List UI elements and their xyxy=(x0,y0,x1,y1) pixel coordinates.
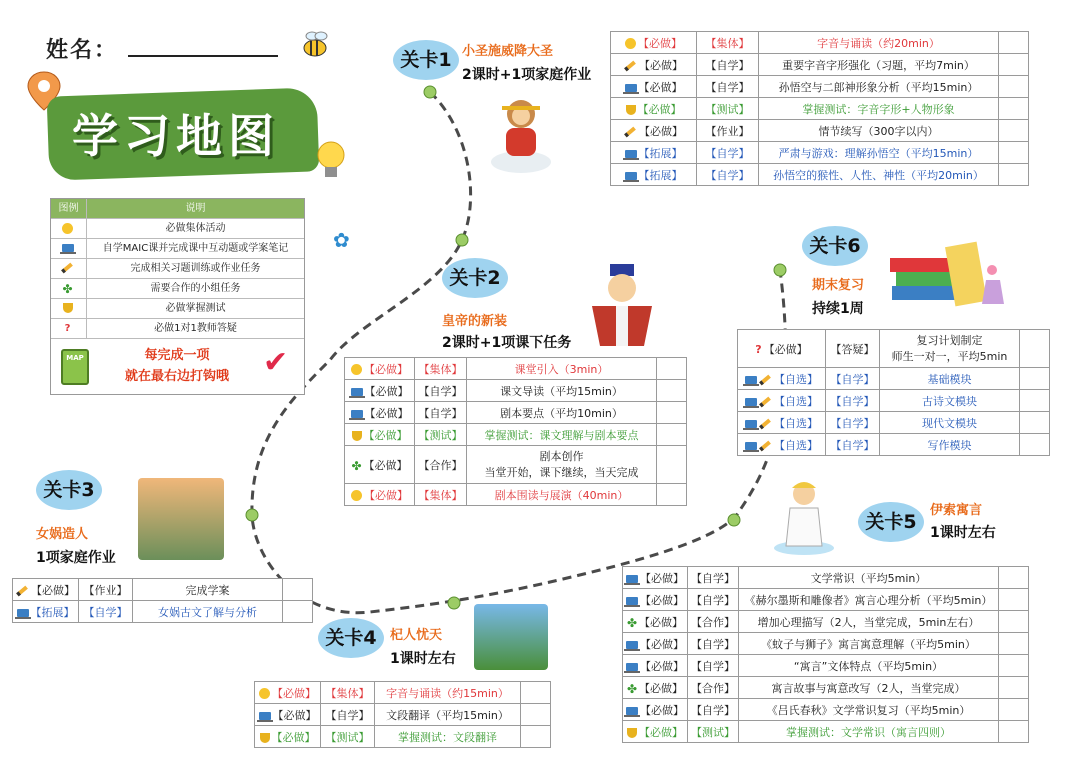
checkbox-cell[interactable] xyxy=(283,579,313,601)
task-type: 【必做】 xyxy=(611,98,697,120)
checkbox-cell[interactable] xyxy=(999,567,1029,589)
laptop-icon xyxy=(626,707,638,715)
laptop-icon xyxy=(62,244,74,252)
task-type: 【自选】 xyxy=(738,412,826,434)
task-type: 【必做】 xyxy=(623,589,688,611)
pencil-icon xyxy=(624,60,636,71)
laptop-icon xyxy=(626,575,638,583)
task-type: 【拓展】 xyxy=(611,164,697,186)
task-mode: 【测试】 xyxy=(697,98,759,120)
task-row xyxy=(13,579,313,601)
level-2-badge: 关卡2 xyxy=(442,258,508,298)
legend-text: 必做集体活动 xyxy=(165,223,226,234)
task-row xyxy=(738,434,1050,456)
task-row xyxy=(345,484,687,506)
checkbox-cell[interactable] xyxy=(999,699,1029,721)
task-row xyxy=(623,589,1029,611)
task-row xyxy=(738,390,1050,412)
task-type: 【必做】 xyxy=(611,54,697,76)
legend-row xyxy=(51,218,304,238)
task-type: 【自选】 xyxy=(738,390,826,412)
task-desc: 课文导读（平均15min） xyxy=(467,380,657,402)
legend-text: 完成相关习题训练或作业任务 xyxy=(130,263,261,274)
legend-col-icon: 图例 xyxy=(51,199,87,218)
task-desc: 重要字音字形强化（习题，平均7min） xyxy=(759,54,999,76)
task-row xyxy=(623,611,1029,633)
task-mode: 【测试】 xyxy=(688,721,739,743)
task-desc: 剧本围读与展演（40min） xyxy=(467,484,657,506)
checkbox-cell[interactable] xyxy=(999,655,1029,677)
smile-icon xyxy=(62,223,73,234)
task-row xyxy=(738,330,1050,368)
clover-icon: ✤ xyxy=(626,615,638,630)
task-desc: 字音与诵读（约15min） xyxy=(375,682,521,704)
checkbox-cell[interactable] xyxy=(999,721,1029,743)
task-type: 【必做】 xyxy=(623,567,688,589)
legend-text: 必做掌握测试 xyxy=(165,303,226,314)
laptop-icon xyxy=(745,376,757,384)
task-type: 【自选】 xyxy=(738,368,826,390)
instruction-line1: 每完成一项 xyxy=(144,348,210,363)
task-desc: 严肃与游戏：理解孙悟空（平均15min） xyxy=(759,142,999,164)
task-desc: 剧本创作 当堂开始，课下继续，当天完成 xyxy=(467,446,657,484)
level-3-sub: 1项家庭作业 xyxy=(36,550,116,566)
task-type: ? 【必做】 xyxy=(738,330,826,368)
pencil-icon xyxy=(759,396,771,407)
checkbox-cell[interactable] xyxy=(657,484,687,506)
level-6-name: 期末复习 xyxy=(812,278,865,293)
task-type: 【必做】 xyxy=(623,721,688,743)
lightbulb-icon xyxy=(316,140,346,184)
bee-icon xyxy=(298,28,332,62)
flower-icon: ✿ xyxy=(333,228,350,252)
task-mode: 【自学】 xyxy=(321,704,375,726)
checkbox-cell[interactable] xyxy=(999,677,1029,699)
level-6-badge: 关卡6 xyxy=(802,226,868,266)
task-desc: “寓言”文体特点（平均5min） xyxy=(739,655,999,677)
map-icon: MAP xyxy=(61,349,89,385)
task-mode: 【自学】 xyxy=(688,699,739,721)
task-row xyxy=(738,412,1050,434)
legend-box xyxy=(50,198,305,395)
task-row xyxy=(611,76,1029,98)
level-1-sub: 2课时+1项家庭作业 xyxy=(462,67,592,83)
books-illustration xyxy=(888,240,1008,308)
emperor-illustration xyxy=(582,262,662,348)
task-row xyxy=(623,655,1029,677)
checkbox-cell[interactable] xyxy=(1020,412,1050,434)
nuwa-illustration xyxy=(138,478,224,560)
checkbox-cell[interactable] xyxy=(999,633,1029,655)
level-2-task-table xyxy=(344,357,687,506)
task-type: 【拓展】 xyxy=(13,601,79,623)
task-mode: 【答疑】 xyxy=(826,330,880,368)
trophy-icon xyxy=(63,303,73,313)
level-4-badge: 关卡4 xyxy=(318,618,384,658)
level-5-task-table xyxy=(622,566,1029,743)
laptop-icon xyxy=(625,84,637,92)
checkbox-cell[interactable] xyxy=(999,98,1029,120)
checkbox-cell[interactable] xyxy=(1020,368,1050,390)
task-type: ✤ 【必做】 xyxy=(345,446,415,484)
task-mode: 【自学】 xyxy=(697,76,759,98)
laptop-icon xyxy=(626,597,638,605)
task-mode: 【自学】 xyxy=(688,589,739,611)
task-mode: 【集体】 xyxy=(321,682,375,704)
aesop-illustration xyxy=(772,476,836,556)
level-6-sub: 持续1周 xyxy=(812,301,864,317)
checkmark-icon: ✔ xyxy=(263,345,289,380)
checkbox-cell[interactable] xyxy=(999,164,1029,186)
pencil-icon xyxy=(624,126,636,137)
task-mode: 【自学】 xyxy=(697,164,759,186)
checkbox-cell[interactable] xyxy=(999,120,1029,142)
task-row xyxy=(738,368,1050,390)
task-type: ✤ 【必做】 xyxy=(623,677,688,699)
trophy-icon xyxy=(627,728,637,738)
laptop-icon xyxy=(745,442,757,450)
smile-icon xyxy=(351,364,362,375)
level-5-name: 伊索寓言 xyxy=(930,503,983,518)
checkbox-cell[interactable] xyxy=(657,446,687,484)
page-title: 学习地图 xyxy=(72,109,280,163)
checkbox-cell[interactable] xyxy=(999,76,1029,98)
task-desc: 《吕氏春秋》文学常识复习（平均5min） xyxy=(739,699,999,721)
task-row xyxy=(345,380,687,402)
task-mode: 【合作】 xyxy=(688,677,739,699)
task-type: 【必做】 xyxy=(345,402,415,424)
task-type: 【必做】 xyxy=(255,704,321,726)
checkbox-cell[interactable] xyxy=(521,682,551,704)
level-4-name: 杞人忧天 xyxy=(390,628,443,643)
task-type: 【必做】 xyxy=(345,424,415,446)
question-icon: ? xyxy=(64,323,71,334)
task-type: 【必做】 xyxy=(345,484,415,506)
task-desc: 掌握测试：课文理解与剧本要点 xyxy=(467,424,657,446)
task-mode: 【自学】 xyxy=(688,655,739,677)
task-type: 【必做】 xyxy=(13,579,79,601)
route-dot xyxy=(246,509,258,521)
task-mode: 【自学】 xyxy=(688,567,739,589)
task-mode: 【合作】 xyxy=(415,446,467,484)
task-desc: 文学常识（平均5min） xyxy=(739,567,999,589)
task-row xyxy=(345,358,687,380)
smile-icon xyxy=(625,38,636,49)
clover-icon: ✤ xyxy=(626,681,638,696)
checkbox-cell[interactable] xyxy=(999,54,1029,76)
pencil-icon xyxy=(61,263,73,274)
laptop-icon xyxy=(351,410,363,418)
task-desc: 剧本要点（平均10min） xyxy=(467,402,657,424)
route-dot xyxy=(424,86,436,98)
route-dot xyxy=(456,234,468,246)
task-desc: 基础模块 xyxy=(880,368,1020,390)
task-mode: 【合作】 xyxy=(688,611,739,633)
task-desc: 孙悟空与二郎神形象分析（平均15min） xyxy=(759,76,999,98)
task-type: 【必做】 xyxy=(611,32,697,54)
task-desc: 情节续写（300字以内） xyxy=(759,120,999,142)
laptop-icon xyxy=(626,641,638,649)
task-type: 【必做】 xyxy=(255,726,321,748)
legend-row xyxy=(51,318,304,338)
legend-text: 自学MAIC课并完成课中互动题或学案笔记 xyxy=(102,243,289,254)
pencil-icon xyxy=(759,374,771,385)
legend-row xyxy=(51,238,304,258)
checkbox-cell[interactable] xyxy=(999,611,1029,633)
level-4-sub: 1课时左右 xyxy=(390,651,456,667)
pencil-icon xyxy=(759,418,771,429)
task-desc: 掌握测试：文段翻译 xyxy=(375,726,521,748)
task-desc: 字音与诵读（约20min） xyxy=(759,32,999,54)
task-mode: 【自学】 xyxy=(697,142,759,164)
task-type: 【必做】 xyxy=(345,358,415,380)
laptop-icon xyxy=(745,420,757,428)
task-desc: 寓言故事与寓意改写（2人，当堂完成） xyxy=(739,677,999,699)
sun-wukong-illustration xyxy=(490,92,552,174)
clover-icon: ✤ xyxy=(62,282,73,296)
pencil-icon xyxy=(16,585,28,596)
task-desc: 复习计划制定 师生一对一，平均5min xyxy=(880,330,1020,368)
task-desc: 现代文模块 xyxy=(880,412,1020,434)
task-desc: 掌握测试：文学常识（寓言四则） xyxy=(739,721,999,743)
level-5-sub: 1课时左右 xyxy=(930,525,996,541)
checkbox-cell[interactable] xyxy=(1020,434,1050,456)
task-desc: 完成学案 xyxy=(133,579,283,601)
task-mode: 【自学】 xyxy=(826,434,880,456)
laptop-icon xyxy=(625,150,637,158)
task-desc: 孙悟空的猴性、人性、神性（平均20min） xyxy=(759,164,999,186)
question-icon: ? xyxy=(755,342,762,356)
smile-icon xyxy=(351,490,362,501)
task-mode: 【作业】 xyxy=(697,120,759,142)
task-mode: 【自学】 xyxy=(415,380,467,402)
legend-text: 必做1对1教师答疑 xyxy=(154,323,237,334)
task-desc: 掌握测试：字音字形+人物形象 xyxy=(759,98,999,120)
level-3-name: 女娲造人 xyxy=(36,527,89,542)
task-row xyxy=(623,721,1029,743)
level-3-badge: 关卡3 xyxy=(36,470,102,510)
task-mode: 【自学】 xyxy=(415,402,467,424)
task-row xyxy=(611,142,1029,164)
task-row xyxy=(611,54,1029,76)
task-row xyxy=(13,601,313,623)
name-input-line[interactable] xyxy=(128,55,278,57)
task-desc: 《赫尔墨斯和雕像者》寓言心理分析（平均5min） xyxy=(739,589,999,611)
task-type: 【拓展】 xyxy=(611,142,697,164)
task-desc: 写作模块 xyxy=(880,434,1020,456)
checkbox-cell[interactable] xyxy=(657,358,687,380)
laptop-icon xyxy=(17,609,29,617)
route-dot xyxy=(448,597,460,609)
level-1-badge: 关卡1 xyxy=(393,40,459,80)
route-dot xyxy=(728,514,740,526)
task-row xyxy=(611,98,1029,120)
checkbox-cell[interactable] xyxy=(521,704,551,726)
laptop-icon xyxy=(259,712,271,720)
trophy-icon xyxy=(260,733,270,743)
task-type: 【必做】 xyxy=(255,682,321,704)
route-dot xyxy=(774,264,786,276)
task-row xyxy=(345,446,687,484)
task-desc: 文段翻译（平均15min） xyxy=(375,704,521,726)
checkbox-cell[interactable] xyxy=(657,402,687,424)
task-desc: 课堂引入（3min） xyxy=(467,358,657,380)
task-desc: 古诗文模块 xyxy=(880,390,1020,412)
instruction-line2: 就在最右边打钩哦 xyxy=(124,369,229,384)
checkbox-cell[interactable] xyxy=(283,601,313,623)
level-6-task-table xyxy=(737,329,1050,456)
task-mode: 【集体】 xyxy=(697,32,759,54)
task-mode: 【自学】 xyxy=(826,390,880,412)
task-row xyxy=(345,424,687,446)
legend-instruction xyxy=(97,345,257,387)
level-2-name: 皇帝的新装 xyxy=(442,314,508,329)
task-mode: 【自学】 xyxy=(79,601,133,623)
task-desc: 增加心理描写（2人，当堂完成，5min左右） xyxy=(739,611,999,633)
legend-header xyxy=(51,199,304,218)
task-row xyxy=(611,164,1029,186)
name-label: 姓名： xyxy=(46,38,119,63)
level-1-name: 小圣施威降大圣 xyxy=(462,44,554,59)
task-desc: 女娲古文了解与分析 xyxy=(133,601,283,623)
level-4-task-table xyxy=(254,681,551,748)
task-mode: 【测试】 xyxy=(415,424,467,446)
task-row xyxy=(255,704,551,726)
legend-row xyxy=(51,298,304,318)
task-type: ✤ 【必做】 xyxy=(623,611,688,633)
task-type: 【自选】 xyxy=(738,434,826,456)
task-mode: 【作业】 xyxy=(79,579,133,601)
task-desc: 《蚊子与狮子》寓言寓意理解（平均5min） xyxy=(739,633,999,655)
checkbox-cell[interactable] xyxy=(521,726,551,748)
laptop-icon xyxy=(351,388,363,396)
task-row xyxy=(611,120,1029,142)
task-row xyxy=(255,726,551,748)
smile-icon xyxy=(259,688,270,699)
checkbox-cell[interactable] xyxy=(1020,330,1050,368)
checkbox-cell[interactable] xyxy=(999,142,1029,164)
task-mode: 【自学】 xyxy=(826,368,880,390)
task-type: 【必做】 xyxy=(623,699,688,721)
trophy-icon xyxy=(626,105,636,115)
task-mode: 【自学】 xyxy=(826,412,880,434)
legend-footer xyxy=(51,338,304,394)
laptop-icon xyxy=(745,398,757,406)
task-row xyxy=(345,402,687,424)
task-mode: 【测试】 xyxy=(321,726,375,748)
level-1-task-table xyxy=(610,31,1029,186)
task-row xyxy=(611,32,1029,54)
task-type: 【必做】 xyxy=(623,655,688,677)
task-mode: 【集体】 xyxy=(415,484,467,506)
clover-icon: ✤ xyxy=(351,458,362,473)
task-type: 【必做】 xyxy=(611,76,697,98)
task-type: 【必做】 xyxy=(623,633,688,655)
level-2-sub: 2课时+1项课下任务 xyxy=(442,335,572,351)
checkbox-cell[interactable] xyxy=(1020,390,1050,412)
legend-row xyxy=(51,278,304,298)
qi-man-illustration xyxy=(474,604,548,670)
pencil-icon xyxy=(759,440,771,451)
checkbox-cell[interactable] xyxy=(999,589,1029,611)
trophy-icon xyxy=(352,431,362,441)
task-row xyxy=(623,677,1029,699)
checkbox-cell[interactable] xyxy=(657,424,687,446)
laptop-icon xyxy=(626,663,638,671)
checkbox-cell[interactable] xyxy=(657,380,687,402)
checkbox-cell[interactable] xyxy=(999,32,1029,54)
task-mode: 【自学】 xyxy=(697,54,759,76)
task-row xyxy=(623,567,1029,589)
legend-row xyxy=(51,258,304,278)
level-5-badge: 关卡5 xyxy=(858,502,924,542)
task-row xyxy=(255,682,551,704)
legend-text: 需要合作的小组任务 xyxy=(150,283,241,294)
legend-col-desc: 说明 xyxy=(185,203,206,214)
task-type: 【必做】 xyxy=(345,380,415,402)
level-3-task-table xyxy=(12,578,313,623)
task-type: 【必做】 xyxy=(611,120,697,142)
task-row xyxy=(623,699,1029,721)
task-row xyxy=(623,633,1029,655)
laptop-icon xyxy=(625,172,637,180)
task-mode: 【集体】 xyxy=(415,358,467,380)
task-mode: 【自学】 xyxy=(688,633,739,655)
